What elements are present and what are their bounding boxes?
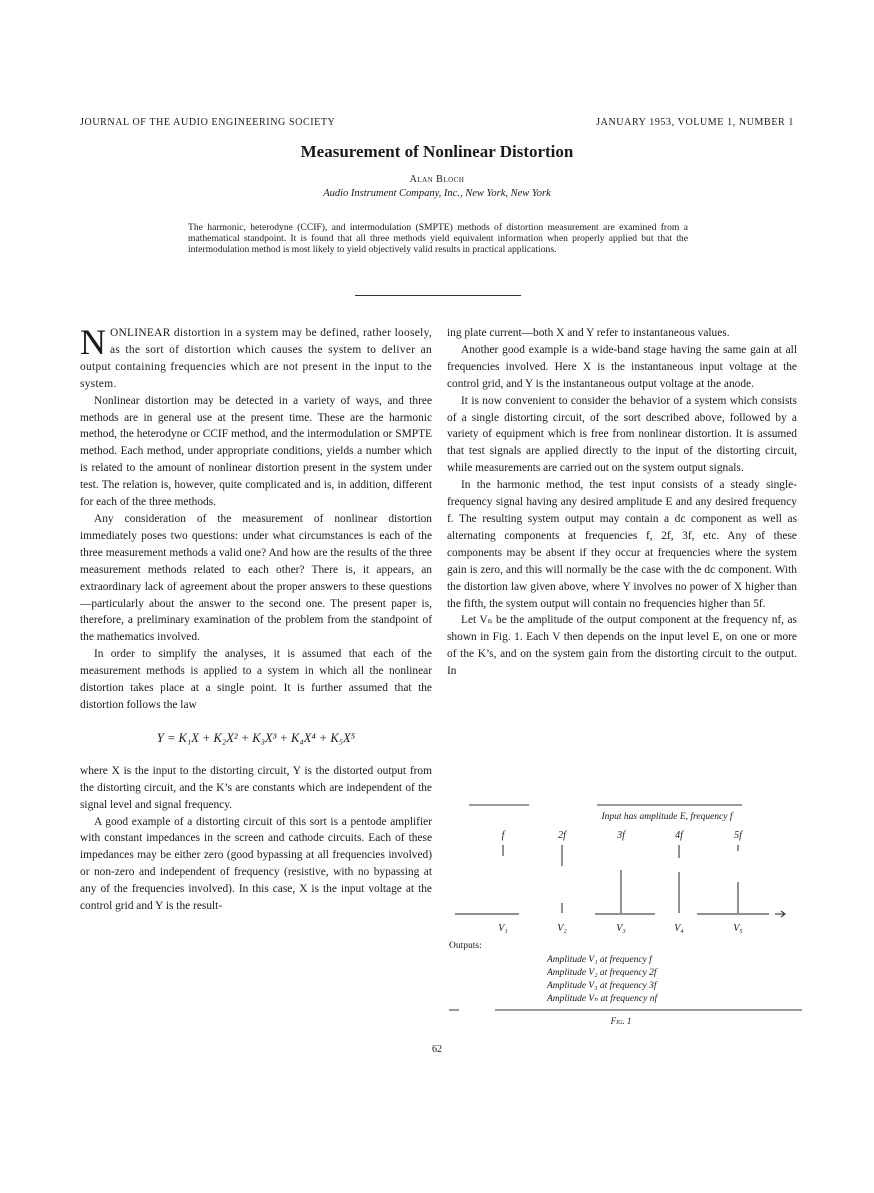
- intro-text: ONLINEAR distortion in a system may be defined, rather loosely, as the sort of distortion which causes the system to deliver an output containing frequencies which are not present in the input to the system.: [80, 327, 432, 390]
- section-divider: [355, 295, 521, 296]
- page-number: 62: [432, 1044, 442, 1055]
- v-label: V₂: [557, 923, 567, 934]
- distortion-equation: Y = K₁X + K₂X² + K₃X³ + K₄X⁴ + K₅X⁵: [156, 730, 356, 745]
- paragraph: Any consideration of the measurement of nonlinear distortion immediately poses two questions: under what circumstances is each of the three measurement methods a valid one? And how are the results of the three measurement methods related to each other? There is, it appears, an extraordinary lack of agreement about the proper answers to these questions—particularly about the answer to the second one. The present paper is, therefore, a preliminary examination of the problem from the standpoint of the mathematics involved.: [80, 512, 432, 644]
- journal-name: JOURNAL OF THE AUDIO ENGINEERING SOCIETY: [80, 117, 336, 128]
- v-label: V₃: [616, 923, 626, 934]
- paragraph-intro: [80, 322, 432, 393]
- legend-line: Amplitude V₃ at frequency 3f: [547, 981, 657, 991]
- paragraph: In the harmonic method, the test input consists of a steady single-frequency signal having any desired amplitude E and any desired frequency f. The resulting system output may contain a dc component as well as alternating components at frequencies f, 2f, 3f, etc. Any of these components may be absent if they occur at frequencies where the system gain is zero, and this will normally be the case with the dc component. With the distortion law given above, where Y involves no power of X higher than the fifth, the system output will contain no frequencies higher than 5f.: [447, 479, 797, 610]
- left-column: [80, 322, 432, 915]
- paragraph: where X is the input to the distorting circuit, Y is the distorted output from the distorting circuit, and the K’s are constants which are independent of the signal level and signal frequency.: [80, 764, 432, 811]
- freq-label: 2f: [558, 830, 566, 841]
- freq-label: 5f: [734, 830, 742, 841]
- right-column: [447, 325, 797, 680]
- drop-cap: N: [80, 322, 106, 362]
- freq-label: f: [501, 830, 505, 841]
- paragraph: Another good example is a wide-band stage having the same gain at all frequencies involved. Here X is the instantaneous input voltage at the control grid, and Y is the instantaneous output voltage at the anode.: [447, 343, 797, 390]
- legend-line: Amplitude Vₙ at frequency nf: [547, 994, 658, 1004]
- legend-line: Amplitude V₁ at frequency f: [547, 955, 652, 965]
- running-header: [80, 117, 794, 133]
- input-label: Input has amplitude E, frequency f: [601, 812, 733, 822]
- figure-caption: Fig. 1: [610, 1016, 632, 1026]
- v-label: V₄: [674, 923, 684, 934]
- abstract: The harmonic, heterodyne (CCIF), and intermodulation (SMPTE) methods of distortion measurement are examined from a mathematical standpoint. It is found that all three methods yield equivalent information when properly applied but that the intermodulation method is most likely to yield objectively valid results in practical applications.: [188, 222, 688, 256]
- issue-info: JANUARY 1953, VOLUME 1, NUMBER 1: [596, 117, 794, 128]
- v-label: V₁: [498, 923, 508, 934]
- freq-label: 3f: [617, 830, 625, 841]
- v-label: V₅: [733, 923, 743, 934]
- author-name: Alan Bloch: [409, 174, 465, 185]
- legend-line: Amplitude V₂ at frequency 2f: [547, 968, 657, 978]
- outputs-label: Outputs:: [449, 941, 482, 951]
- paragraph: Nonlinear distortion may be detected in a variety of ways, and three methods are in general use at the present time. These are the harmonic method, the heterodyne or CCIF method, and the intermodulation or SMPTE method. Each method, under appropriate conditions, yields a number which is related to the amount of nonlinear distortion present in the system under test. The relation is, however, quite complicated and is, in addition, different for each of the three methods.: [80, 394, 432, 509]
- figure-1: [447, 800, 807, 1030]
- paragraph: ing plate current—both X and Y refer to instantaneous values.: [447, 327, 730, 339]
- freq-label: 4f: [675, 830, 683, 841]
- axis-arrow-icon: [775, 911, 785, 917]
- paragraph: Let Vₙ be the amplitude of the output component at the frequency nf, as shown in Fig. 1. Each V then depends on the input level E, on one or more of the K’s, and on the system gain from the distorting circuit to the output. In: [447, 614, 797, 678]
- article-title: Measurement of Nonlinear Distortion: [300, 142, 574, 161]
- paragraph: In order to simplify the analyses, it is assumed that each of the measurement methods is applied to a system in which all the nonlinear distortion takes place at a single point. It is further assumed that the distortion follows the law: [80, 648, 432, 711]
- paragraph: A good example of a distorting circuit of this sort is a pentode amplifier with constant impedances in the screen and cathode circuits. Each of these impedances may be either zero (good bypassing at all frequencies involved) or non-zero and independent of frequency (resistive, with no bypassing at any of the frequencies involved). In this case, X is the input voltage at the control grid and Y is the result-: [80, 815, 432, 913]
- spectrum-diagram: [447, 800, 807, 1030]
- author-affiliation: Audio Instrument Company, Inc., New York, New York: [323, 188, 551, 199]
- paragraph: It is now convenient to consider the behavior of a system which consists of a single distorting circuit, of the sort described above, followed by a variety of equipment which is free from nonlinear distortion. It is assumed that test signals are applied directly to the input of the distorting circuit, while measurements are carried out on the system output signals.: [447, 394, 797, 475]
